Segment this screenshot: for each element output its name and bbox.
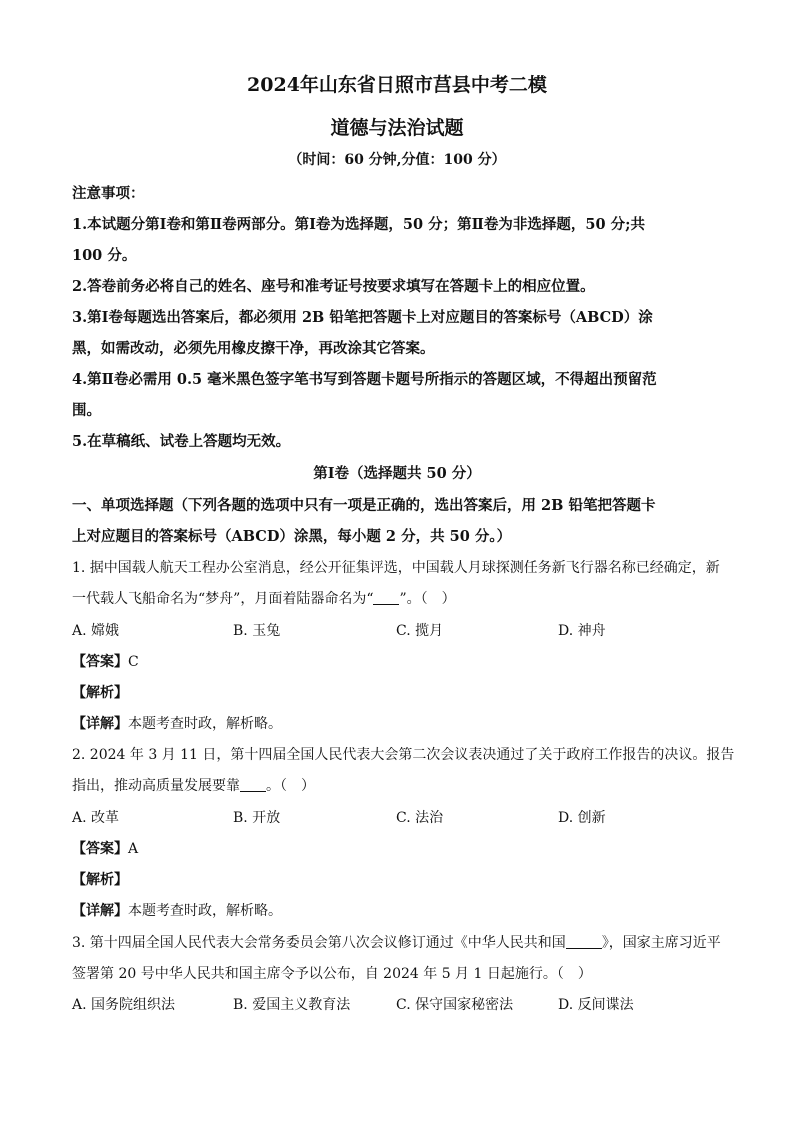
detail-text: 本题考查时政，解析略。 — [128, 903, 282, 919]
question-1-stem-end: ”。（ ） — [399, 591, 456, 607]
question-3-option-b: B. 爱国主义教育法 — [233, 997, 351, 1013]
notice-item-4: 4.第Ⅱ卷必需用 0.5 毫米黑色签字笔书写到答题卡题号所指示的答题区域，不得超出预留范 — [72, 371, 657, 388]
detail-label: 【详解】 — [72, 716, 128, 732]
question-3-stem — [72, 932, 732, 952]
notice-item-3-cont: 黑，如需改动，必须先用橡皮擦干净，再改涂其它答案。 — [72, 340, 435, 357]
question-1-stem: 1. 据中国载人航天工程办公室消息，经公开征集评选，中国载人月球探测任务新飞行器名称已经确定，新 — [72, 560, 720, 576]
answer-blank — [373, 590, 399, 605]
answer-value: C — [128, 654, 139, 670]
notice-heading: 注意事项： — [72, 185, 145, 202]
answer-blank — [240, 777, 266, 792]
answer-value: A — [128, 841, 139, 857]
question-1-option-b: B. 玉兔 — [233, 623, 281, 639]
exam-subject: 道德与法治试题 — [330, 117, 464, 139]
question-2-detail — [72, 900, 732, 920]
time-score-info: （时间：60 分钟,分值：100 分） — [288, 152, 506, 168]
question-3-stem-cont: 签署第 20 号中华人民共和国主席令予以公布，自 2024 年 5 月 1 日起施行。（ ） — [72, 966, 592, 982]
question-1-option-d: D. 神舟 — [558, 623, 606, 639]
section-title: 第Ⅰ卷（选择题共 50 分） — [313, 465, 481, 482]
question-2-answer — [72, 838, 732, 858]
section-heading: 一、单项选择题（下列各题的选项中只有一项是正确的，选出答案后，用 2B 铅笔把答题卡 — [72, 497, 656, 514]
question-1-detail — [72, 713, 732, 733]
answer-label: 【答案】 — [72, 841, 128, 857]
question-1-option-c: C. 揽月 — [396, 623, 444, 639]
question-1-answer — [72, 651, 732, 671]
question-1-analysis — [72, 682, 732, 702]
question-3-option-c: C. 保守国家秘密法 — [396, 997, 514, 1013]
question-3-option-a: A. 国务院组织法 — [72, 997, 176, 1013]
question-1-stem-text: 一代载人飞船命名为“梦舟”，月面着陆器命名为“ — [72, 591, 374, 607]
exam-title: 2024年山东省日照市莒县中考二模 — [247, 74, 547, 96]
section-heading-cont: 上对应题目的答案标号（ABCD）涂黑，每小题 2 分，共 50 分。） — [72, 528, 512, 545]
question-2-analysis — [72, 869, 732, 889]
question-3-option-d: D. 反间谍法 — [558, 997, 634, 1013]
question-2-option-c: C. 法治 — [396, 810, 444, 826]
question-2-stem-end: 。（ ） — [266, 778, 315, 794]
analysis-label: 【解析】 — [72, 685, 128, 701]
notice-item-2: 2.答卷前务必将自己的姓名、座号和准考证号按要求填写在答题卡上的相应位置。 — [72, 278, 595, 295]
notice-item-1-cont: 100 分。 — [72, 247, 137, 264]
question-2-option-a: A. 改革 — [72, 810, 120, 826]
notice-item-4-cont: 围。 — [72, 402, 101, 419]
answer-blank — [566, 934, 602, 949]
answer-label: 【答案】 — [72, 654, 128, 670]
notice-item-1: 1.本试题分第Ⅰ卷和第Ⅱ卷两部分。第Ⅰ卷为选择题，50 分；第Ⅱ卷为非选择题，50 分;共 — [72, 216, 645, 233]
question-3-stem-text: 3. 第十四届全国人民代表大会常务委员会第八次会议修订通过《中华人民共和国 — [72, 935, 566, 951]
notice-item-3: 3.第Ⅰ卷每题选出答案后，都必须用 2B 铅笔把答题卡上对应题目的答案标号（ABCD）涂 — [72, 309, 653, 326]
question-2-option-b: B. 开放 — [233, 810, 281, 826]
analysis-label: 【解析】 — [72, 872, 128, 888]
question-1-option-a: A. 嫦娥 — [72, 623, 120, 639]
detail-text: 本题考查时政，解析略。 — [128, 716, 282, 732]
question-3-stem-end: 》，国家主席习近平 — [601, 935, 721, 951]
question-2-stem: 2. 2024 年 3 月 11 日，第十四届全国人民代表大会第二次会议表决通过了关于政府工作报告的决议。报告 — [72, 747, 735, 763]
notice-item-5: 5.在草稿纸、试卷上答题均无效。 — [72, 433, 291, 450]
question-1-stem-cont — [72, 588, 732, 608]
question-2-option-d: D. 创新 — [558, 810, 606, 826]
question-2-stem-cont — [72, 775, 732, 795]
detail-label: 【详解】 — [72, 903, 128, 919]
question-2-stem-text: 指出，推动高质量发展要靠 — [72, 778, 240, 794]
